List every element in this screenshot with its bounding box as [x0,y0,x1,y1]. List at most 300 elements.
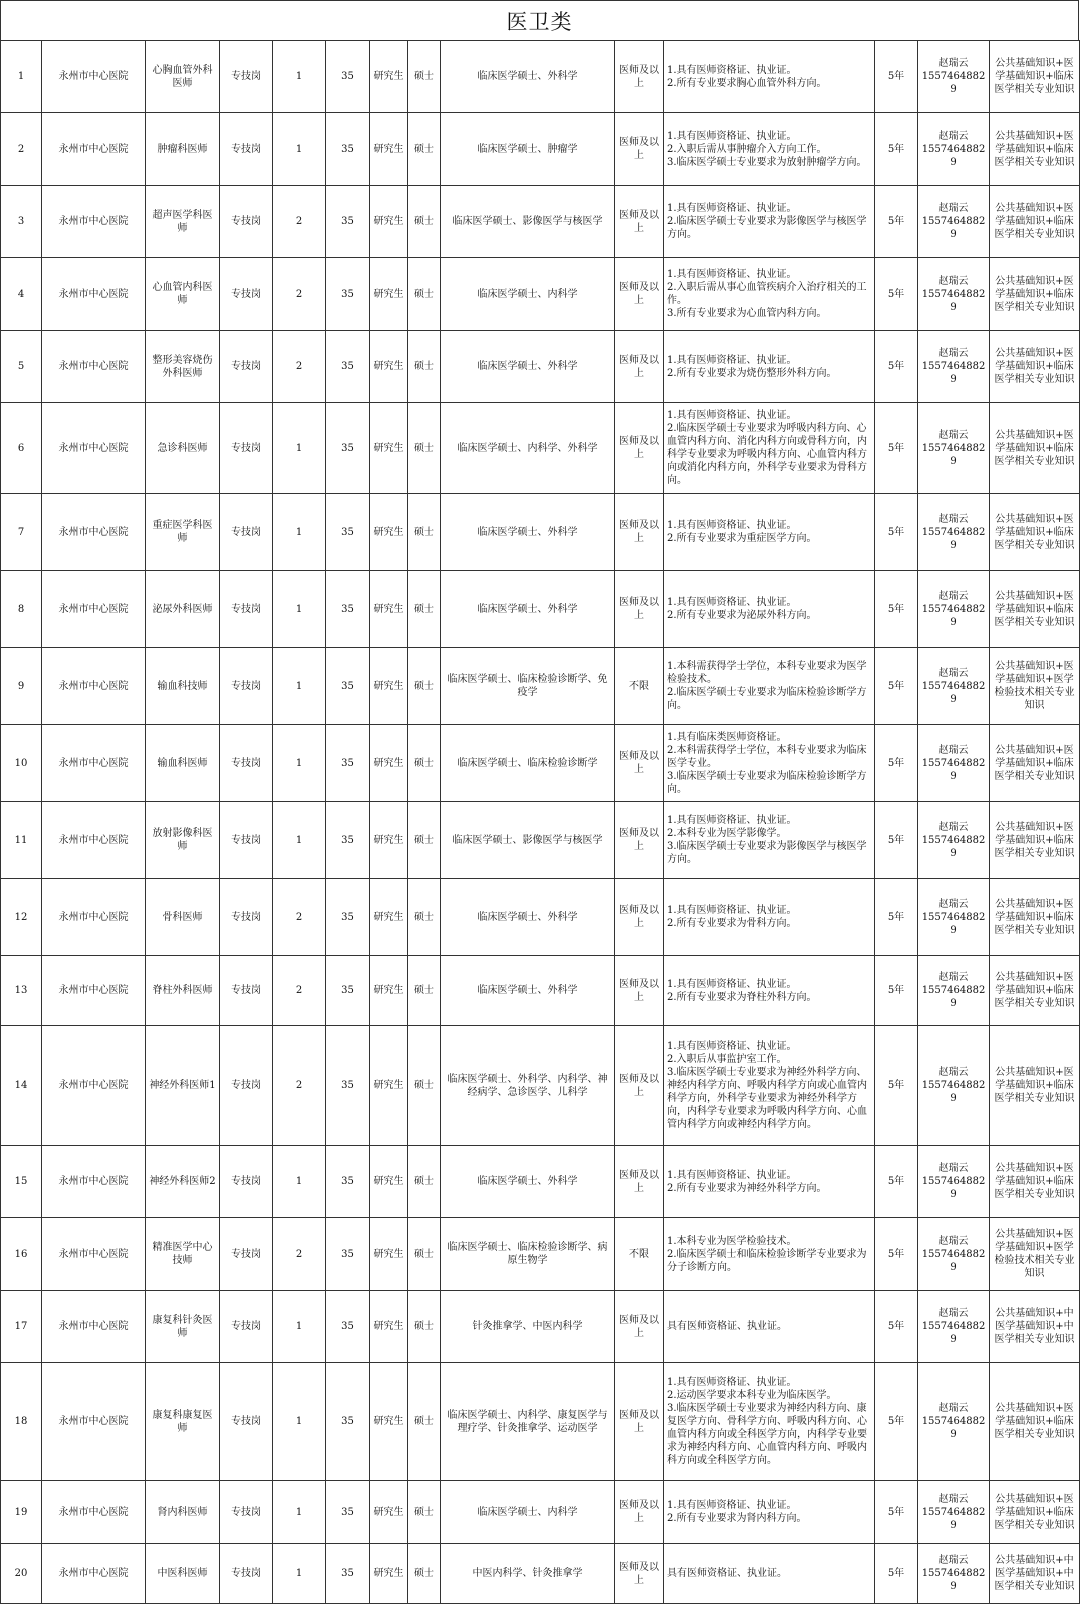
cell-requirements [664,879,875,956]
cell-requirements [664,186,875,258]
cell-title-req: 医师及以上 [615,725,664,802]
cell-age: 35 [326,648,370,725]
cell-unit: 永州市中心医院 [42,1481,146,1544]
requirement-line: 2.所有专业要求为神经外科学方向。 [667,1182,827,1194]
cell-years: 5年 [875,648,918,725]
requirement-line: 2.入职后需从事心血管疾病介入治疗相关的工作。 [667,282,867,306]
cell-edu: 研究生 [370,1481,408,1544]
contact-name: 赵瑞云 [938,1308,969,1319]
cell-requirements [664,331,875,403]
cell-count: 2 [273,331,326,403]
cell-type: 专技岗 [220,331,273,403]
cell-edu: 研究生 [370,725,408,802]
contact-phone: 15574648829 [921,985,986,1009]
cell-title-req: 医师及以上 [615,403,664,494]
cell-years: 5年 [875,1291,918,1363]
cell-years: 5年 [875,1026,918,1146]
cell-contact [918,113,990,186]
cell-title-req: 医师及以上 [615,1481,664,1544]
cell-unit: 永州市中心医院 [42,331,146,403]
contact-name: 赵瑞云 [938,1555,969,1566]
cell-contact [918,1363,990,1481]
requirement-line: 1.本科需获得学士学位，本科专业要求为医学检验技术。 [667,661,867,685]
requirement-line: 2.运动医学要求本科专业为临床医学。 [667,1390,837,1401]
requirement-line: 1.具有医师资格证、执业证。 [667,1500,797,1511]
cell-post: 骨科医师 [146,879,220,956]
cell-requirements [664,41,875,113]
cell-count: 1 [273,725,326,802]
cell-type: 专技岗 [220,1146,273,1218]
cell-requirements [664,1218,875,1291]
cell-no: 10 [1,725,42,802]
table-row [1,1026,1080,1146]
cell-contact [918,648,990,725]
cell-contact [918,1291,990,1363]
cell-degree: 硕士 [408,1026,441,1146]
contact-name: 赵瑞云 [938,1493,969,1505]
cell-years: 5年 [875,41,918,113]
cell-age: 35 [326,1291,370,1363]
cell-years: 5年 [875,725,918,802]
cell-type: 专技岗 [220,1291,273,1363]
cell-count: 1 [273,648,326,725]
cell-years: 5年 [875,1481,918,1544]
cell-count: 1 [273,1481,326,1544]
cell-edu: 研究生 [370,113,408,186]
cell-age: 35 [326,403,370,494]
requirement-line: 2.临床医学硕士专业要求为临床检验诊断学方向。 [667,687,867,711]
cell-count: 1 [273,571,326,648]
table-row [1,802,1080,879]
cell-title-req: 不限 [615,1218,664,1291]
requirement-line: 3.临床医学硕士专业要求为神经外科学方向、神经内科学方向、呼吸内科学方向或心血管内科学方向，外科学专业要求为神经外科学方向，内科学专业要求为呼吸内科学方向、心血管内科学方向或神经内科学方向。 [667,1067,867,1130]
cell-exam: 公共基础知识+医学基础知识+临床医学相关专业知识 [990,725,1080,802]
contact-name: 赵瑞云 [938,1163,969,1174]
cell-degree: 硕士 [408,648,441,725]
cell-no: 20 [1,1544,42,1604]
cell-years: 5年 [875,113,918,186]
table-row [1,571,1080,648]
cell-count: 2 [273,879,326,956]
table-row [1,494,1080,571]
cell-unit: 永州市中心医院 [42,1026,146,1146]
cell-years: 5年 [875,879,918,956]
cell-exam: 公共基础知识+医学基础知识+临床医学相关专业知识 [990,1481,1080,1544]
contact-phone: 15574648829 [921,834,986,859]
cell-count: 1 [273,113,326,186]
table-row [1,403,1080,494]
cell-requirements [664,1363,875,1481]
cell-title-req: 医师及以上 [615,1146,664,1218]
requirement-line: 2.临床医学硕士专业要求为呼吸内科方向、心血管内科方向、消化内科方向或骨科方向，内科学专业要求为呼吸内科方向、心血管内科方向或消化内科方向，外科学专业要求为骨科方向。 [667,423,867,486]
table-row [1,956,1080,1026]
cell-title-req: 医师及以上 [615,956,664,1026]
cell-contact [918,1481,990,1544]
cell-requirements [664,802,875,879]
cell-major: 临床医学硕士、影像医学与核医学 [441,186,615,258]
cell-major: 临床医学硕士、外科学 [441,571,615,648]
cell-requirements [664,571,875,648]
contact-name: 赵瑞云 [938,821,969,833]
cell-age: 35 [326,1481,370,1544]
requirement-line: 1.具有医师资格证、执业证。 [667,1169,797,1181]
cell-exam: 公共基础知识+医学基础知识+临床医学相关专业知识 [990,258,1080,331]
cell-exam: 公共基础知识+中医学基础知识+中医学相关专业知识 [990,1544,1080,1604]
table-row [1,879,1080,956]
cell-contact [918,41,990,113]
cell-exam: 公共基础知识+医学基础知识+临床医学相关专业知识 [990,1026,1080,1146]
cell-edu: 研究生 [370,648,408,725]
cell-type: 专技岗 [220,1026,273,1146]
cell-type: 专技岗 [220,494,273,571]
cell-count: 1 [273,41,326,113]
cell-edu: 研究生 [370,1544,408,1604]
contact-name: 赵瑞云 [938,667,969,679]
cell-title-req: 医师及以上 [615,1363,664,1481]
cell-unit: 永州市中心医院 [42,725,146,802]
cell-requirements [664,494,875,571]
requirement-line: 2.本科需获得学士学位，本科专业要求为临床医学专业。 [667,744,867,769]
table-row [1,1146,1080,1218]
cell-degree: 硕士 [408,1363,441,1481]
cell-post: 脊柱外科医师 [146,956,220,1026]
cell-title-req: 医师及以上 [615,571,664,648]
cell-contact [918,571,990,648]
cell-major: 临床医学硕士、内科学 [441,1481,615,1544]
cell-type: 专技岗 [220,1363,273,1481]
cell-post: 肿瘤科医师 [146,113,220,186]
cell-requirements [664,403,875,494]
cell-post: 肾内科医师 [146,1481,220,1544]
cell-major: 临床医学硕士、影像医学与核医学 [441,802,615,879]
cell-major: 临床医学硕士、外科学 [441,494,615,571]
cell-age: 35 [326,331,370,403]
cell-major: 临床医学硕士、外科学 [441,1146,615,1218]
table-row [1,331,1080,403]
requirement-line: 2.入职后从事监护室工作。 [667,1054,787,1065]
contact-phone: 15574648829 [921,288,986,313]
cell-edu: 研究生 [370,1146,408,1218]
cell-edu: 研究生 [370,41,408,113]
cell-exam: 公共基础知识+医学基础知识+临床医学相关专业知识 [990,802,1080,879]
contact-phone: 15574648829 [921,757,986,782]
table-row [1,1544,1080,1604]
contact-phone: 15574648829 [921,526,986,551]
cell-edu: 研究生 [370,1363,408,1481]
requirement-line: 1.具有临床类医师资格证。 [667,731,787,743]
cell-age: 35 [326,725,370,802]
contact-name: 赵瑞云 [938,1403,969,1414]
cell-degree: 硕士 [408,331,441,403]
requirement-line: 1.具有医师资格证、执业证。 [667,269,797,280]
contact-name: 赵瑞云 [938,1067,969,1078]
cell-type: 专技岗 [220,956,273,1026]
cell-requirements [664,956,875,1026]
cell-title-req: 医师及以上 [615,258,664,331]
cell-contact [918,403,990,494]
cell-edu: 研究生 [370,403,408,494]
cell-edu: 研究生 [370,186,408,258]
table-row [1,41,1080,113]
cell-degree: 硕士 [408,1146,441,1218]
cell-post: 康复科康复医师 [146,1363,220,1481]
cell-no: 5 [1,331,42,403]
cell-title-req: 医师及以上 [615,331,664,403]
cell-count: 2 [273,258,326,331]
cell-count: 1 [273,1363,326,1481]
cell-unit: 永州市中心医院 [42,186,146,258]
cell-degree: 硕士 [408,403,441,494]
cell-degree: 硕士 [408,725,441,802]
cell-post: 输血科技师 [146,648,220,725]
contact-phone: 15574648829 [921,143,986,168]
cell-major: 中医内科学、针灸推拿学 [441,1544,615,1604]
cell-age: 35 [326,113,370,186]
cell-type: 专技岗 [220,403,273,494]
contact-phone: 15574648829 [921,1506,986,1531]
cell-age: 35 [326,1544,370,1604]
cell-major: 临床医学硕士、临床检验诊断学 [441,725,615,802]
table-row [1,1481,1080,1544]
contact-phone: 15574648829 [921,1416,986,1440]
cell-post: 放射影像科医师 [146,802,220,879]
table-row [1,1363,1080,1481]
cell-type: 专技岗 [220,186,273,258]
cell-no: 7 [1,494,42,571]
contact-phone: 15574648829 [921,603,986,628]
cell-no: 16 [1,1218,42,1291]
cell-major: 临床医学硕士、临床检验诊断学、病原生物学 [441,1218,615,1291]
cell-contact [918,1146,990,1218]
requirement-line: 1.具有医师资格证、执业证。 [667,1377,797,1388]
contact-name: 赵瑞云 [938,130,969,142]
cell-title-req: 医师及以上 [615,1026,664,1146]
cell-type: 专技岗 [220,802,273,879]
requirement-line: 2.所有专业要求为脊柱外科方向。 [667,991,817,1003]
cell-edu: 研究生 [370,879,408,956]
requirement-line: 具有医师资格证、执业证。 [667,1321,787,1332]
cell-unit: 永州市中心医院 [42,258,146,331]
requirement-line: 2.临床医学硕士专业要求为影像医学与核医学方向。 [667,216,867,240]
cell-exam: 公共基础知识+医学基础知识+医学检验技术相关专业知识 [990,1218,1080,1291]
cell-count: 1 [273,403,326,494]
requirement-line: 1.具有医师资格证、执业证。 [667,130,797,142]
contact-name: 赵瑞云 [938,348,969,359]
cell-unit: 永州市中心医院 [42,571,146,648]
cell-no: 4 [1,258,42,331]
cell-age: 35 [326,494,370,571]
cell-no: 18 [1,1363,42,1481]
cell-exam: 公共基础知识+医学基础知识+临床医学相关专业知识 [990,403,1080,494]
cell-contact [918,331,990,403]
cell-age: 35 [326,1363,370,1481]
requirement-line: 1.具有医师资格证、执业证。 [667,64,797,76]
contact-name: 赵瑞云 [938,898,969,910]
cell-count: 2 [273,186,326,258]
cell-title-req: 医师及以上 [615,113,664,186]
cell-no: 11 [1,802,42,879]
contact-name: 赵瑞云 [938,203,969,214]
requirement-line: 1.具有医师资格证、执业证。 [667,597,797,608]
sheet-title: 医卫类 [0,0,1079,40]
cell-unit: 永州市中心医院 [42,1218,146,1291]
cell-degree: 硕士 [408,113,441,186]
cell-years: 5年 [875,802,918,879]
cell-degree: 硕士 [408,1544,441,1604]
cell-unit: 永州市中心医院 [42,403,146,494]
cell-major: 临床医学硕士、外科学、内科学、神经病学、急诊医学、儿科学 [441,1026,615,1146]
cell-edu: 研究生 [370,331,408,403]
cell-title-req: 医师及以上 [615,494,664,571]
cell-post: 整形美容烧伤外科医师 [146,331,220,403]
cell-no: 17 [1,1291,42,1363]
cell-exam: 公共基础知识+医学基础知识+临床医学相关专业知识 [990,186,1080,258]
cell-edu: 研究生 [370,1291,408,1363]
cell-degree: 硕士 [408,41,441,113]
table-row [1,725,1080,802]
cell-type: 专技岗 [220,41,273,113]
requirement-line: 2.所有专业要求为泌尿外科方向。 [667,610,817,621]
contact-name: 赵瑞云 [938,744,969,756]
cell-requirements [664,1291,875,1363]
cell-no: 13 [1,956,42,1026]
cell-edu: 研究生 [370,802,408,879]
requirement-line: 3.临床医学硕士专业要求为神经内科方向、康复医学方向、骨科学方向、呼吸内科方向、心血管内科方向或全科医学方向，内科学专业要求为神经内科方向、心血管内科方向、呼吸内科方向或全科医学方向。 [667,1403,867,1466]
cell-post: 超声医学科医师 [146,186,220,258]
cell-degree: 硕士 [408,879,441,956]
cell-type: 专技岗 [220,1544,273,1604]
cell-post: 泌尿外科医师 [146,571,220,648]
cell-years: 5年 [875,1544,918,1604]
cell-unit: 永州市中心医院 [42,648,146,725]
cell-requirements [664,258,875,331]
table-body [1,41,1080,1604]
cell-exam: 公共基础知识+医学基础知识+临床医学相关专业知识 [990,571,1080,648]
cell-years: 5年 [875,1363,918,1481]
cell-unit: 永州市中心医院 [42,41,146,113]
cell-title-req: 医师及以上 [615,802,664,879]
requirement-line: 1.本科专业为医学检验技术。 [667,1235,797,1247]
contact-phone: 15574648829 [921,216,986,240]
cell-exam: 公共基础知识+医学基础知识+临床医学相关专业知识 [990,1363,1080,1481]
cell-major: 临床医学硕士、外科学 [441,41,615,113]
cell-contact [918,1218,990,1291]
contact-name: 赵瑞云 [938,513,969,525]
cell-count: 1 [273,494,326,571]
table-row [1,113,1080,186]
cell-exam: 公共基础知识+中医学基础知识+中医学相关专业知识 [990,1291,1080,1363]
cell-post: 心胸血管外科医师 [146,41,220,113]
table-row [1,186,1080,258]
cell-title-req: 医师及以上 [615,1291,664,1363]
cell-type: 专技岗 [220,571,273,648]
requirement-line: 1.具有医师资格证、执业证。 [667,905,797,916]
cell-unit: 永州市中心医院 [42,879,146,956]
cell-degree: 硕士 [408,258,441,331]
cell-age: 35 [326,802,370,879]
contact-name: 赵瑞云 [938,275,969,287]
contact-phone: 15574648829 [921,1176,986,1200]
cell-degree: 硕士 [408,802,441,879]
cell-contact [918,802,990,879]
contact-name: 赵瑞云 [938,1235,969,1247]
contact-name: 赵瑞云 [938,58,969,69]
cell-unit: 永州市中心医院 [42,956,146,1026]
cell-no: 3 [1,186,42,258]
requirement-line: 3.临床医学硕士专业要求为临床检验诊断学方向。 [667,770,867,795]
cell-contact [918,879,990,956]
cell-exam: 公共基础知识+医学基础知识+临床医学相关专业知识 [990,1146,1080,1218]
cell-no: 2 [1,113,42,186]
cell-type: 专技岗 [220,1218,273,1291]
cell-requirements [664,1481,875,1544]
contact-phone: 15574648829 [921,1080,986,1104]
cell-edu: 研究生 [370,571,408,648]
cell-type: 专技岗 [220,1481,273,1544]
cell-type: 专技岗 [220,113,273,186]
cell-no: 15 [1,1146,42,1218]
cell-no: 9 [1,648,42,725]
contact-name: 赵瑞云 [938,972,969,983]
cell-exam: 公共基础知识+医学基础知识+临床医学相关专业知识 [990,41,1080,113]
cell-contact [918,494,990,571]
cell-count: 1 [273,1544,326,1604]
cell-unit: 永州市中心医院 [42,1146,146,1218]
cell-unit: 永州市中心医院 [42,1363,146,1481]
requirement-line: 1.具有医师资格证、执业证。 [667,815,797,826]
cell-no: 19 [1,1481,42,1544]
cell-title-req: 医师及以上 [615,1544,664,1604]
cell-exam: 公共基础知识+医学基础知识+临床医学相关专业知识 [990,494,1080,571]
cell-post: 中医科医师 [146,1544,220,1604]
contact-phone: 15574648829 [921,442,986,467]
cell-post: 重症医学科医师 [146,494,220,571]
contact-phone: 15574648829 [921,71,986,95]
cell-post: 精准医学中心技师 [146,1218,220,1291]
requirement-line: 2.所有专业要求为烧伤整形外科方向。 [667,367,837,379]
requirement-line: 3.临床医学硕士专业要求为放射肿瘤学方向。 [667,156,867,168]
contact-name: 赵瑞云 [938,429,969,441]
cell-years: 5年 [875,258,918,331]
cell-unit: 永州市中心医院 [42,802,146,879]
cell-contact [918,956,990,1026]
cell-exam: 公共基础知识+医学基础知识+临床医学相关专业知识 [990,879,1080,956]
cell-edu: 研究生 [370,1218,408,1291]
cell-major: 临床医学硕士、临床检验诊断学、免疫学 [441,648,615,725]
cell-requirements [664,113,875,186]
cell-contact [918,725,990,802]
cell-no: 12 [1,879,42,956]
cell-edu: 研究生 [370,258,408,331]
cell-age: 35 [326,258,370,331]
cell-major: 临床医学硕士、内科学 [441,258,615,331]
requirement-line: 2.所有专业要求为肾内科方向。 [667,1513,807,1524]
cell-degree: 硕士 [408,1218,441,1291]
cell-exam: 公共基础知识+医学基础知识+医学检验技术相关专业知识 [990,648,1080,725]
requirement-line: 2.所有专业要求为重症医学方向。 [667,533,817,544]
requirement-line: 2.所有专业要求胸心血管外科方向。 [667,77,827,89]
cell-years: 5年 [875,571,918,648]
contact-phone: 15574648829 [921,1248,986,1273]
cell-degree: 硕士 [408,571,441,648]
cell-degree: 硕士 [408,494,441,571]
cell-years: 5年 [875,186,918,258]
cell-post: 康复科针灸医师 [146,1291,220,1363]
cell-post: 输血科医师 [146,725,220,802]
table-row [1,1291,1080,1363]
cell-major: 临床医学硕士、内科学、康复医学与理疗学、针灸推拿学、运动医学 [441,1363,615,1481]
cell-exam: 公共基础知识+医学基础知识+临床医学相关专业知识 [990,331,1080,403]
